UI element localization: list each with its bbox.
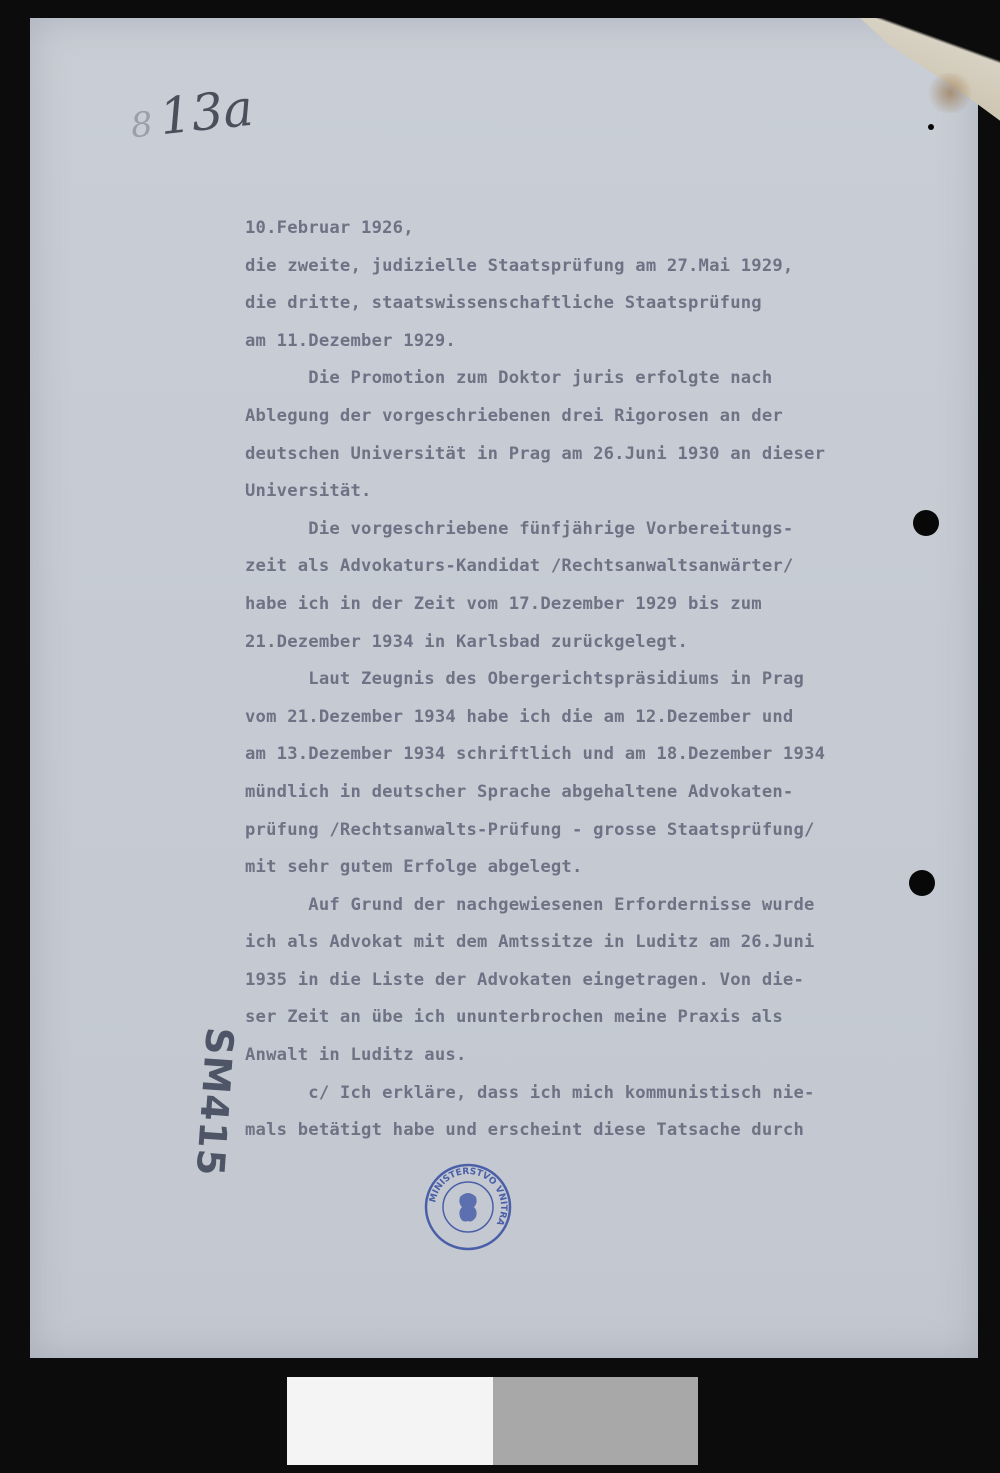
punch-hole <box>909 870 935 896</box>
text-line: zeit als Advokaturs-Kandidat /Rechtsanwaltsanwärter/ <box>245 556 794 577</box>
inventory-stamp: SM415 <box>187 1025 242 1179</box>
text-line: ser Zeit an übe ich ununterbrochen meine Praxis als <box>245 1007 783 1028</box>
text-line: mit sehr gutem Erfolge abgelegt. <box>245 857 583 878</box>
text-line: die dritte, staatswissenschaftliche Staatsprüfung <box>245 293 762 314</box>
text-line: 10.Februar 1926, <box>245 218 414 238</box>
text-line: deutschen Universität in Prag am 26.Juni 1930 an dieser <box>245 443 826 464</box>
text-line: am 13.Dezember 1934 schriftlich und am 18.Dezember 1934 <box>245 744 826 765</box>
pin-hole <box>928 124 934 130</box>
seal-text: MINISTERSTVO VNITRA <box>428 1166 509 1227</box>
folio-faint-mark: 8 <box>128 104 155 147</box>
text-line: c/ Ich erkläre, dass ich mich kommunistisch nie- <box>245 1082 815 1103</box>
ministry-seal <box>424 1163 512 1251</box>
text-line: Ablegung der vorgeschriebenen drei Rigorosen an der <box>245 405 783 426</box>
text-line: Universität. <box>245 481 372 502</box>
calibration-patch-white <box>287 1377 493 1465</box>
text-line: Laut Zeugnis des Obergerichtspräsidiums in Prag <box>245 669 805 690</box>
text-line: Anwalt in Luditz aus. <box>245 1045 467 1066</box>
text-line: am 11.Dezember 1929. <box>245 330 456 351</box>
text-line: mündlich in deutscher Sprache abgehaltene Advokaten- <box>245 781 794 802</box>
text-line: 1935 in die Liste der Advokaten eingetragen. Von die- <box>245 969 805 990</box>
text-line: prüfung /Rechtsanwalts-Prüfung - grosse Staatsprüfung/ <box>245 819 815 840</box>
text-line: mals betätigt habe und erscheint diese Tatsache durch <box>245 1120 805 1141</box>
lion-emblem-icon <box>459 1193 476 1222</box>
text-line: habe ich in der Zeit vom 17.Dezember 1929 bis zum <box>245 593 762 614</box>
text-line: Auf Grund der nachgewiesenen Erfordernisse wurde <box>245 894 815 915</box>
rust-stain <box>925 73 975 113</box>
calibration-patch-gray <box>493 1377 698 1465</box>
punch-hole <box>913 510 939 536</box>
text-line: die zweite, judizielle Staatsprüfung am 27.Mai 1929, <box>245 255 794 276</box>
text-line: 21.Dezember 1934 in Karlsbad zurückgelegt. <box>245 631 689 652</box>
folio-main: 13a <box>156 78 256 147</box>
typed-body-text <box>245 210 910 1150</box>
text-line: vom 21.Dezember 1934 habe ich die am 12.Dezember und <box>245 706 794 727</box>
text-line: ich als Advokat mit dem Amtssitze in Luditz am 26.Juni <box>245 932 815 953</box>
text-line: Die vorgeschriebene fünfjährige Vorbereitungs- <box>245 518 794 539</box>
text-line: Die Promotion zum Doktor juris erfolgte nach <box>245 368 773 389</box>
